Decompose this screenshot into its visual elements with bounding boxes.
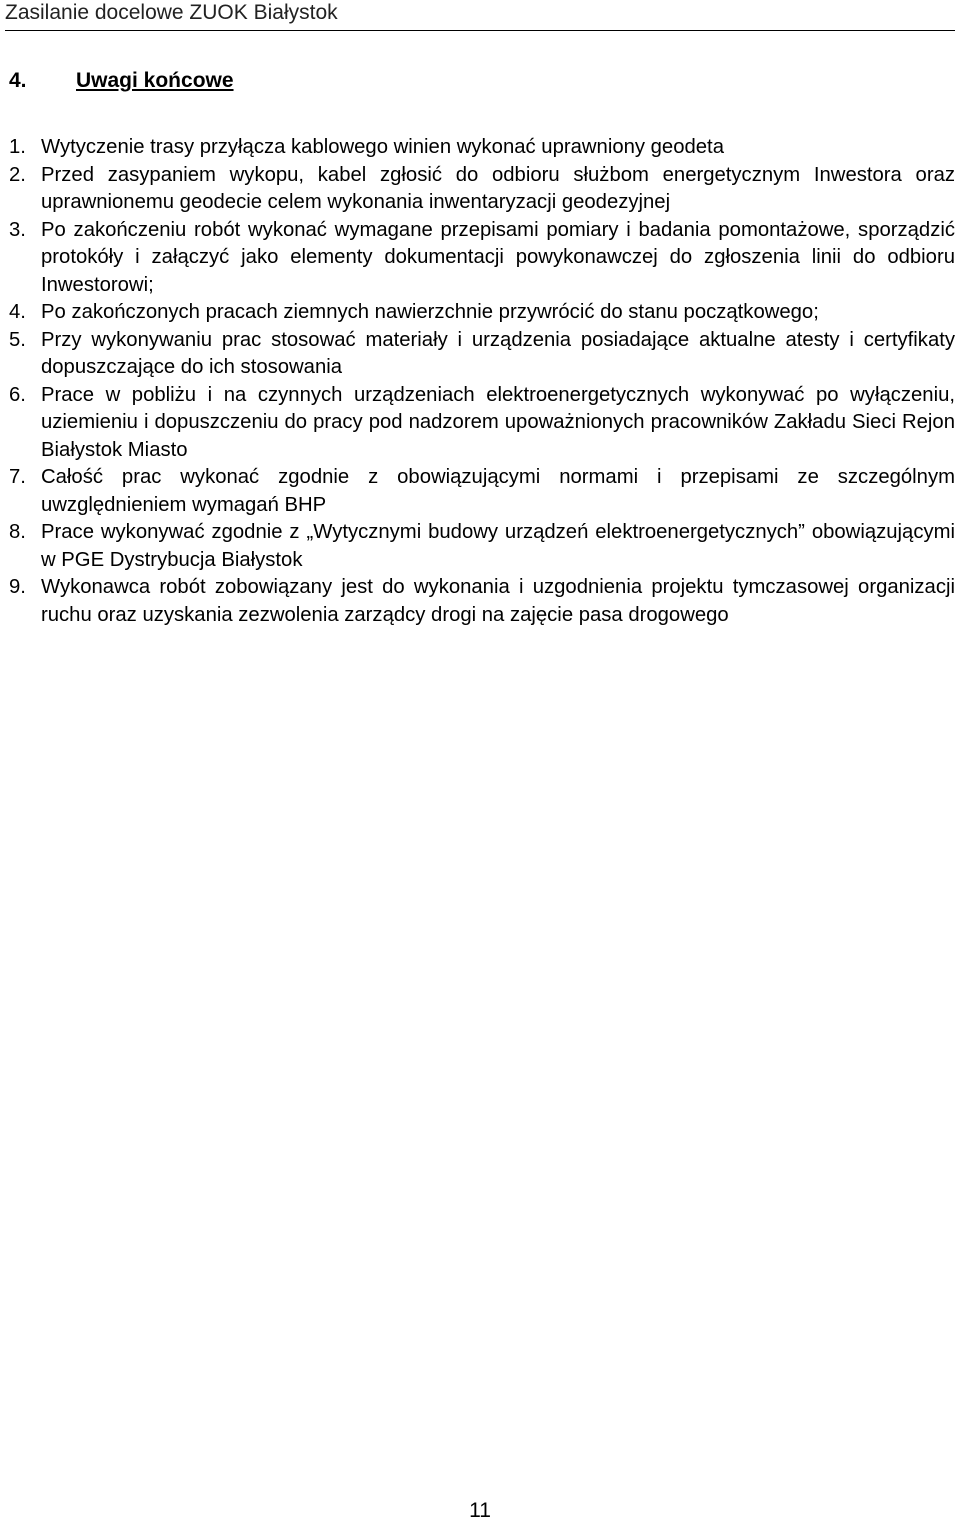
- item-text: Przed zasypaniem wykopu, kabel zgłosić do odbioru służbom energetycznym Inwestora oraz uprawnionemu geodecie celem wykonania inwentaryzacji geodezyjnej: [41, 163, 955, 213]
- section-number: 4.: [9, 69, 27, 92]
- item-text: Po zakończeniu robót wykonać wymagane przepisami pomiary i badania pomontażowe, sporządzić protokóły i załączyć jako elementy dokumentacji powykonawczej do zgłoszenia linii do odbioru Inwestorowi;: [41, 218, 955, 296]
- item-number: 1.: [9, 136, 26, 158]
- list-item: [9, 217, 955, 300]
- list-item: [9, 299, 955, 327]
- list-item: [9, 134, 955, 162]
- item-text: Przy wykonywaniu prac stosować materiały i urządzenia posiadające aktualne atesty i certyfikaty dopuszczające do ich stosowania: [41, 328, 955, 378]
- list-item: [9, 162, 955, 217]
- list-item: [9, 327, 955, 382]
- item-text: Prace w pobliżu i na czynnych urządzeniach elektroenergetycznych wykonywać po wyłączeniu, uziemieniu i dopuszczeniu do pracy pod nadzorem upoważnionych pracowników Zakładu Sieci Rejon Białystok Miasto: [41, 383, 955, 461]
- header-title: Zasilanie docelowe ZUOK Białystok: [5, 1, 338, 24]
- item-number: 5.: [9, 328, 26, 351]
- item-number: 3.: [9, 218, 26, 241]
- list-item: [9, 464, 955, 519]
- item-number: 9.: [9, 576, 26, 598]
- section-title: Uwagi końcowe: [76, 69, 234, 92]
- list-item: [9, 519, 955, 574]
- page-number: 11: [469, 1499, 491, 1522]
- item-text: Po zakończonych pracach ziemnych nawierzchnie przywrócić do stanu początkowego;: [41, 301, 819, 323]
- list-item: [9, 574, 955, 629]
- item-text: Wytyczenie trasy przyłącza kablowego winien wykonać uprawniony geodeta: [41, 136, 724, 158]
- item-text: Wykonawca robót zobowiązany jest do wykonania i uzgodnienia projektu tymczasowej organizacji ruchu oraz uzyskania zezwolenia zarządcy drogi na zajęcie pasa drogowego: [41, 576, 955, 626]
- item-text: Prace wykonywać zgodnie z „Wytycznymi budowy urządzeń elektroenergetycznych” obowiązującymi w PGE Dystrybucja Białystok: [41, 521, 955, 571]
- item-text: Całość prac wykonać zgodnie z obowiązującymi normami i przepisami ze szczególnym uwzględnieniem wymagań BHP: [41, 466, 955, 516]
- page-header: [5, 0, 955, 31]
- item-number: 4.: [9, 301, 26, 323]
- item-number: 8.: [9, 521, 26, 543]
- list-item: [9, 382, 955, 465]
- item-number: 2.: [9, 163, 26, 186]
- item-number: 7.: [9, 466, 26, 488]
- item-number: 6.: [9, 383, 26, 406]
- remarks-list: [9, 134, 955, 629]
